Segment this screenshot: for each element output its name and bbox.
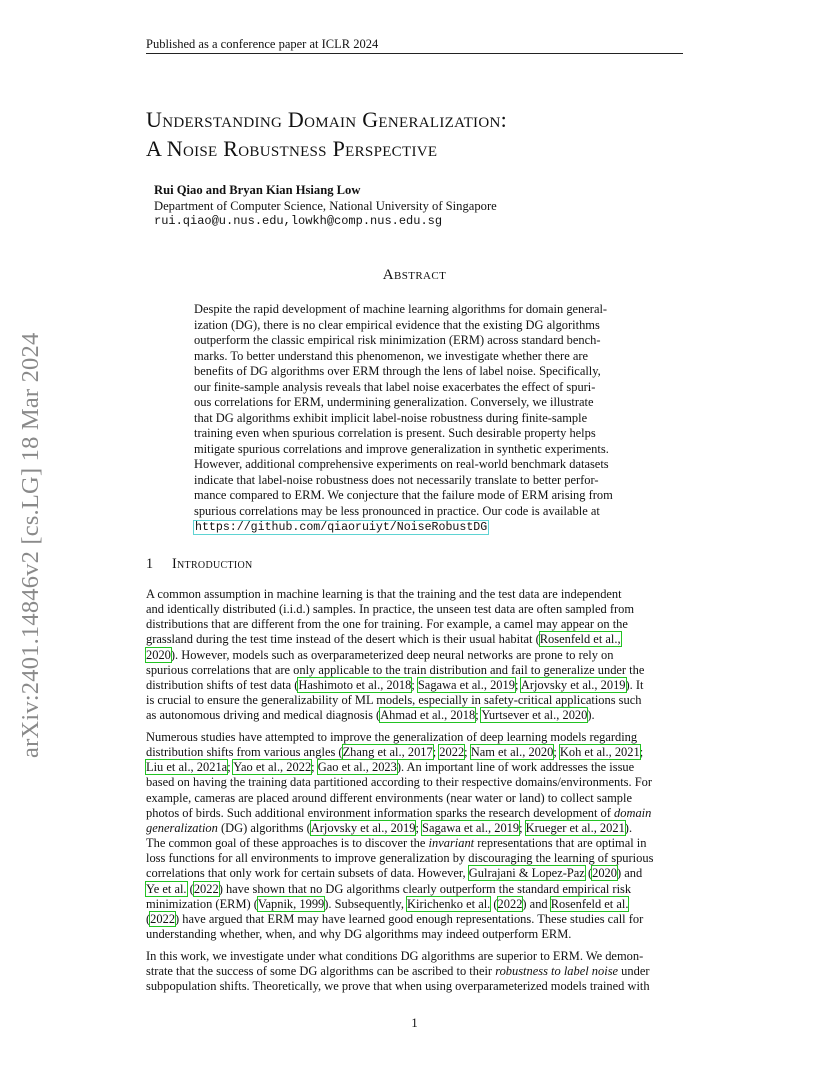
citation-link[interactable]: Rosenfeld et al.	[550, 896, 629, 911]
text-line: loss functions for all environments to improve generalization by discouraging the learning of spurious	[146, 851, 654, 866]
text-line: A common assumption in machine learning is that the training and the test data are independent	[146, 587, 622, 601]
citation-link[interactable]: Sagawa et al., 2019	[422, 820, 520, 835]
citation-link[interactable]: 2022	[150, 911, 176, 926]
text-span: photos of birds. Such additional environment information sparks the research development of	[146, 805, 611, 820]
abstract-line: ization (DG), there is no clear empirical evidence that the existing DG algorithms	[194, 317, 600, 332]
text-line: distributions that are different from the one for training. For example, a camel may appear on the	[146, 617, 628, 632]
header-rule	[146, 53, 683, 54]
text-line: example, cameras are placed around different environments (near water or land) to collect sample	[146, 790, 632, 805]
abstract-line: benefits of DG algorithms over ERM through the lens of label noise. Specifically,	[194, 364, 601, 378]
text-line: Numerous studies have attempted to improve the generalization of deep learning models regarding	[146, 730, 638, 744]
citation-link[interactable]: Gulrajani & Lopez-Paz	[468, 866, 585, 881]
italic-term: invariant	[428, 836, 475, 851]
abstract-heading: Abstract	[382, 267, 447, 283]
citation-link[interactable]: 2020	[592, 866, 617, 881]
section-number: 1	[146, 556, 154, 572]
text-line: understanding whether, when, and why DG algorithms may indeed outperform ERM.	[146, 927, 572, 942]
citation-link[interactable]: 2022	[497, 896, 523, 911]
page-number: 1	[411, 1015, 418, 1030]
text-span: ).	[624, 820, 633, 835]
citation-link[interactable]: Yao et al., 2022	[233, 760, 312, 775]
running-header: Published as a conference paper at ICLR 2024	[146, 37, 379, 51]
text-span: ) and	[616, 866, 643, 881]
text-span: ). Subsequently,	[324, 896, 404, 911]
citation-link[interactable]: Ahmad et al., 2018	[380, 708, 476, 723]
citation-link[interactable]: Koh et al., 2021	[559, 745, 640, 760]
citation-link[interactable]: Sagawa et al., 2019	[417, 677, 515, 692]
citation-link[interactable]: Liu et al., 2021a	[146, 760, 228, 775]
section-heading-introduction	[146, 555, 683, 573]
text-line: spurious correlations that are only applicable to the train distribution and fail to generalize under the	[146, 662, 645, 677]
citation-link[interactable]: 2022	[193, 881, 219, 896]
intro-paragraph-3	[146, 949, 683, 994]
italic-term: generalization	[146, 820, 218, 835]
citation-link[interactable]: Gao et al., 2023	[317, 760, 397, 775]
text-line: In this work, we investigate under what conditions DG algorithms are superior to ERM. We demon-	[146, 949, 644, 963]
text-span: The common goal of these approaches is to discover the	[146, 836, 426, 851]
citation-link[interactable]: Krueger et al., 2021	[525, 820, 625, 835]
intro-paragraph-1: A common assumption in machine learning is that the training and the test data are independent and identically distributed (i.i.d.) samples. In practice, the unseen test data are often sampled from distributions that are different from the one for training. For example, a camel may appear on the grassland during the test time instead of the desert which is their usual habitat (Rosenfeld et al., 2020). However, models such as overparameterized deep neural networks are prone to rely on spurious correlations that are only applicable to the train distribution and fail to generalize under the distribution shifts of test data (Hashimoto et al., 2018; Sagawa et al., 2019; Arjovsky et al., 2019). It is crucial to ensure the generalizability of ML models, especially in safety-critical applications such as autonomous driving and medical diagnosis (Ahmad et al., 2018; Yurtsever et al., 2020).	[146, 587, 683, 723]
abstract-line: indicate that label-noise robustness does not necessarily translate to better perfor-	[194, 472, 599, 487]
text-span: distribution shifts of test data (	[146, 677, 299, 692]
author-email: rui.qiao@u.nus.edu,lowkh@comp.nus.edu.sg	[154, 214, 443, 228]
text-span: under	[618, 964, 650, 979]
italic-term: domain	[614, 805, 652, 820]
text-span: correlations that only work for certain subsets of data. However,	[146, 866, 466, 881]
abstract-line: our finite-sample analysis reveals that label noise exacerbates the effect of spuri-	[194, 379, 596, 394]
abstract-line: marks. To better understand this phenomenon, we investigate whether there are	[194, 348, 589, 363]
code-repo-link[interactable]: https://github.com/qiaoruiyt/NoiseRobustDG	[195, 521, 488, 534]
citation-link[interactable]: Arjovsky et al., 2019	[310, 820, 416, 835]
text-span: ). An important line of work addresses the issue	[396, 760, 635, 775]
text-span: strate that the success of some DG algorithms can be ascribed to their	[146, 964, 493, 979]
citation-link[interactable]: Yurtsever et al., 2020	[481, 708, 588, 723]
text-span: ) have shown that no DG algorithms clearly outperform the standard empirical risk	[218, 881, 632, 896]
abstract-line: training even when spurious correlation is present. Such desirable property helps	[194, 426, 596, 440]
text-span: distribution shifts from various angles (	[146, 745, 343, 760]
abstract-line: that DG algorithms exhibit implicit label-noise robustness during finite-sample	[194, 410, 588, 425]
citation-link[interactable]: 2022	[439, 745, 465, 760]
italic-term: robustness to label noise	[495, 964, 619, 979]
citation-link[interactable]: Zhang et al., 2017	[342, 745, 433, 760]
citation-link[interactable]: Rosenfeld et al.,	[539, 632, 621, 647]
abstract-line: outperform the classic empirical risk minimization (ERM) across standard bench-	[194, 333, 601, 347]
title-line-1: Understanding Domain Generalization:	[146, 107, 508, 132]
text-span: ) and	[522, 896, 548, 911]
intro-paragraph-2: Numerous studies have attempted to improve the generalization of deep learning models regarding distribution shifts from various angles (Zhang et al., 2017; 2022; Nam et al., 2020; Koh et al., 2021; Liu et al., 2021a; Yao et al., 2022; Gao et al., 2023). An important line of work addresses the issue based on having the training data partitioned according to their respective domains/environments. For example, cameras are placed around different environments (near water or land) to collect sample photos of birds. Such additional environment information sparks the research development of domain generalization (DG) algorithms (Arjovsky et al., 2019; Sagawa et al., 2019; Krueger et al., 2021). The common goal of these approaches is to discover the invariant representations that are optimal in loss functions for all environments to improve generalization by discouraging the learning of spurious correlations that only work for certain subsets of data. However, Gulrajani & Lopez-Paz (2020) and Ye et al. (2022) have shown that no DG algorithms clearly outperform the standard empirical risk minimization (ERM) (Vapnik, 1999). Subsequently, Kirichenko et al. (2022) and Rosenfeld et al. (2022) have argued that ERM may have learned good enough representations. These studies call for understanding whether, when, and why DG algorithms may indeed outperform ERM.	[146, 730, 683, 942]
abstract-line: mitigate spurious correlations and improve generalization in synthetic experiments.	[194, 441, 609, 456]
citation-link[interactable]: Ye et al.	[146, 881, 187, 896]
citation-link[interactable]: Nam et al., 2020	[470, 745, 554, 760]
title-line-2: A Noise Robustness Perspective	[146, 136, 438, 161]
citation-link[interactable]: Hashimoto et al., 2018	[298, 677, 412, 692]
author-block	[154, 183, 674, 230]
text-span: grassland during the test time instead of the desert which is their usual habitat (	[146, 632, 540, 647]
paper-title	[146, 105, 706, 163]
abstract-line: spurious correlations may be less pronounced in practice. Our code is available at	[194, 503, 600, 518]
text-span: ) have argued that ERM may have learned good enough representations. These studies call for	[175, 911, 644, 926]
text-line: subpopulation shifts. Theoretically, we prove that when using overparameterized models trained with	[146, 979, 650, 994]
abstract-line: mance compared to ERM. We conjecture that the failure mode of ERM arising from	[194, 488, 613, 502]
abstract-line: ous correlations for ERM, undermining generalization. Conversely, we illustrate	[194, 395, 594, 409]
author-affiliation: Department of Computer Science, National University of Singapore	[154, 198, 497, 213]
text-span: ). It	[625, 677, 644, 692]
citation-link[interactable]: Kirichenko et al.	[407, 896, 491, 911]
text-span: representations that are optimal in	[474, 836, 647, 851]
citation-link[interactable]: 2020	[146, 647, 171, 662]
text-span: as autonomous driving and medical diagnosis (	[146, 708, 381, 723]
section-title: Introduction	[172, 556, 253, 572]
text-line: based on having the training data partitioned according to their respective domains/environments. For	[146, 775, 652, 790]
abstract-body	[194, 302, 634, 536]
text-span: minimization (ERM) (	[146, 896, 258, 911]
abstract-line: Despite the rapid development of machine learning algorithms for domain general-	[194, 302, 608, 316]
text-span: (DG) algorithms (	[217, 820, 311, 835]
abstract-line: However, additional comprehensive experiments on real-world benchmark datasets	[194, 457, 609, 471]
text-line: and identically distributed (i.i.d.) samples. In practice, the unseen test data are often sampled from	[146, 602, 635, 617]
arxiv-stamp: arXiv:2401.14846v2 [cs.LG] 18 Mar 2024	[17, 332, 44, 758]
text-line: is crucial to ensure the generalizability of ML models, especially in safety-critical applications such	[146, 693, 642, 708]
author-names: Rui Qiao and Bryan Kian Hsiang Low	[154, 183, 361, 197]
text-span: ).	[587, 708, 595, 723]
text-span: ). However, models such as overparameterized deep neural networks are prone to rely on	[170, 647, 614, 662]
citation-link[interactable]: Arjovsky et al., 2019	[520, 677, 626, 692]
citation-link[interactable]: Vapnik, 1999	[257, 896, 325, 911]
